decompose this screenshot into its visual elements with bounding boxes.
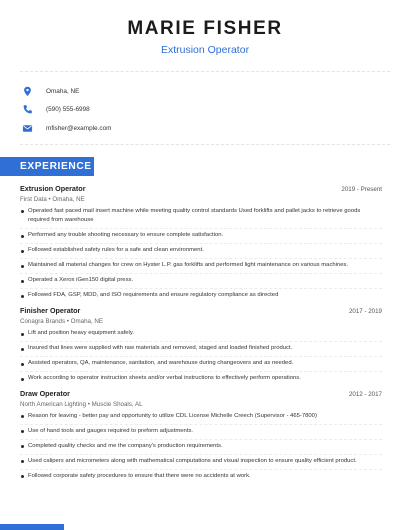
bullet-item: Completed quality checks and me the company's production requirements. — [20, 440, 382, 455]
bullet-item: Maintained all material changes for crew on Hyster L.P. gas forklifts and performed light maintenance on various machines. — [20, 259, 382, 274]
bullet-item: Performed any trouble shooting necessary to ensure complete satisfaction. — [20, 229, 382, 244]
job-company-location: North American Lighting • Muscle Shoals, AL — [20, 400, 143, 408]
bullet-item: Followed FDA, GSP, MDD, and ISO requirements and ensure regulatory compliance as directed — [20, 289, 382, 303]
job-bullets — [20, 205, 382, 303]
contact-location — [20, 82, 410, 100]
job-entry — [20, 306, 382, 386]
job-bullets — [20, 327, 382, 386]
bullet-item: Followed established safety rules for a safe and clean environment. — [20, 244, 382, 259]
bullet-item: Use of hand tools and gauges required to preform adjustments. — [20, 425, 382, 440]
job-entry — [20, 184, 382, 303]
job-company-location: Conagra Brands • Omaha, NE — [20, 317, 103, 325]
bullet-item: Operated fast paced mail insert machine while meeting quality control standards Used forklifts and pallet jacks to retrieve goods required from warehouse — [20, 205, 382, 230]
bullet-item: Reason for leaving - better pay and opportunity to utilize CDL License Michelle Creech (Supervisor - 465-7800) — [20, 410, 382, 425]
bullet-item: Followed corporate safety procedures to ensure that there were no accidents at work. — [20, 470, 382, 484]
email-text: mfisher@example.com — [46, 124, 112, 132]
experience-section-header — [0, 157, 94, 176]
phone-icon — [22, 104, 33, 115]
contact-list — [0, 72, 410, 144]
bullet-item: Used calipers and micrometers along with mathematical computations and visual inspection to ensure quality efficient product. — [20, 455, 382, 470]
bullet-item: Work according to operator instruction sheets and/or verbal instructions to effectively perform operations. — [20, 372, 382, 386]
divider — [20, 144, 390, 145]
phone-text: (590) 555-6998 — [46, 106, 90, 113]
contact-phone — [20, 101, 410, 119]
contact-email — [20, 119, 410, 137]
job-bullets — [20, 410, 382, 484]
bullet-item: Insured that lines were supplied with raw materials and removed, staged and loaded finished product. — [20, 342, 382, 357]
bullet-item: Operated a Xerox iGen150 digital press. — [20, 274, 382, 289]
job-entry — [20, 389, 382, 484]
bullet-item: Assisted operators, QA, maintenance, sanitation, and warehouse during changeovers and as needed. — [20, 357, 382, 372]
section-title: EXPERIENCE — [20, 160, 92, 172]
experience-list — [0, 176, 410, 484]
email-icon — [22, 123, 33, 134]
job-company-location: First Data • Omaha, NE — [20, 195, 85, 203]
resume-header — [0, 0, 410, 57]
location-pin-icon — [22, 86, 33, 97]
next-section-header-bar — [0, 524, 64, 530]
job-title: Extrusion Operator — [20, 183, 86, 193]
job-title: Draw Operator — [20, 388, 70, 398]
bullet-item: Lift and position heavy equipment safely. — [20, 327, 382, 342]
job-title: Finisher Operator — [20, 305, 81, 315]
job-dates: 2019 - Present — [341, 185, 382, 193]
candidate-name: MARIE FISHER — [127, 18, 283, 39]
candidate-title: Extrusion Operator — [160, 44, 250, 56]
job-dates: 2012 - 2017 — [348, 390, 382, 398]
job-dates: 2017 - 2019 — [348, 307, 382, 315]
location-text: Omaha, NE — [46, 87, 80, 95]
